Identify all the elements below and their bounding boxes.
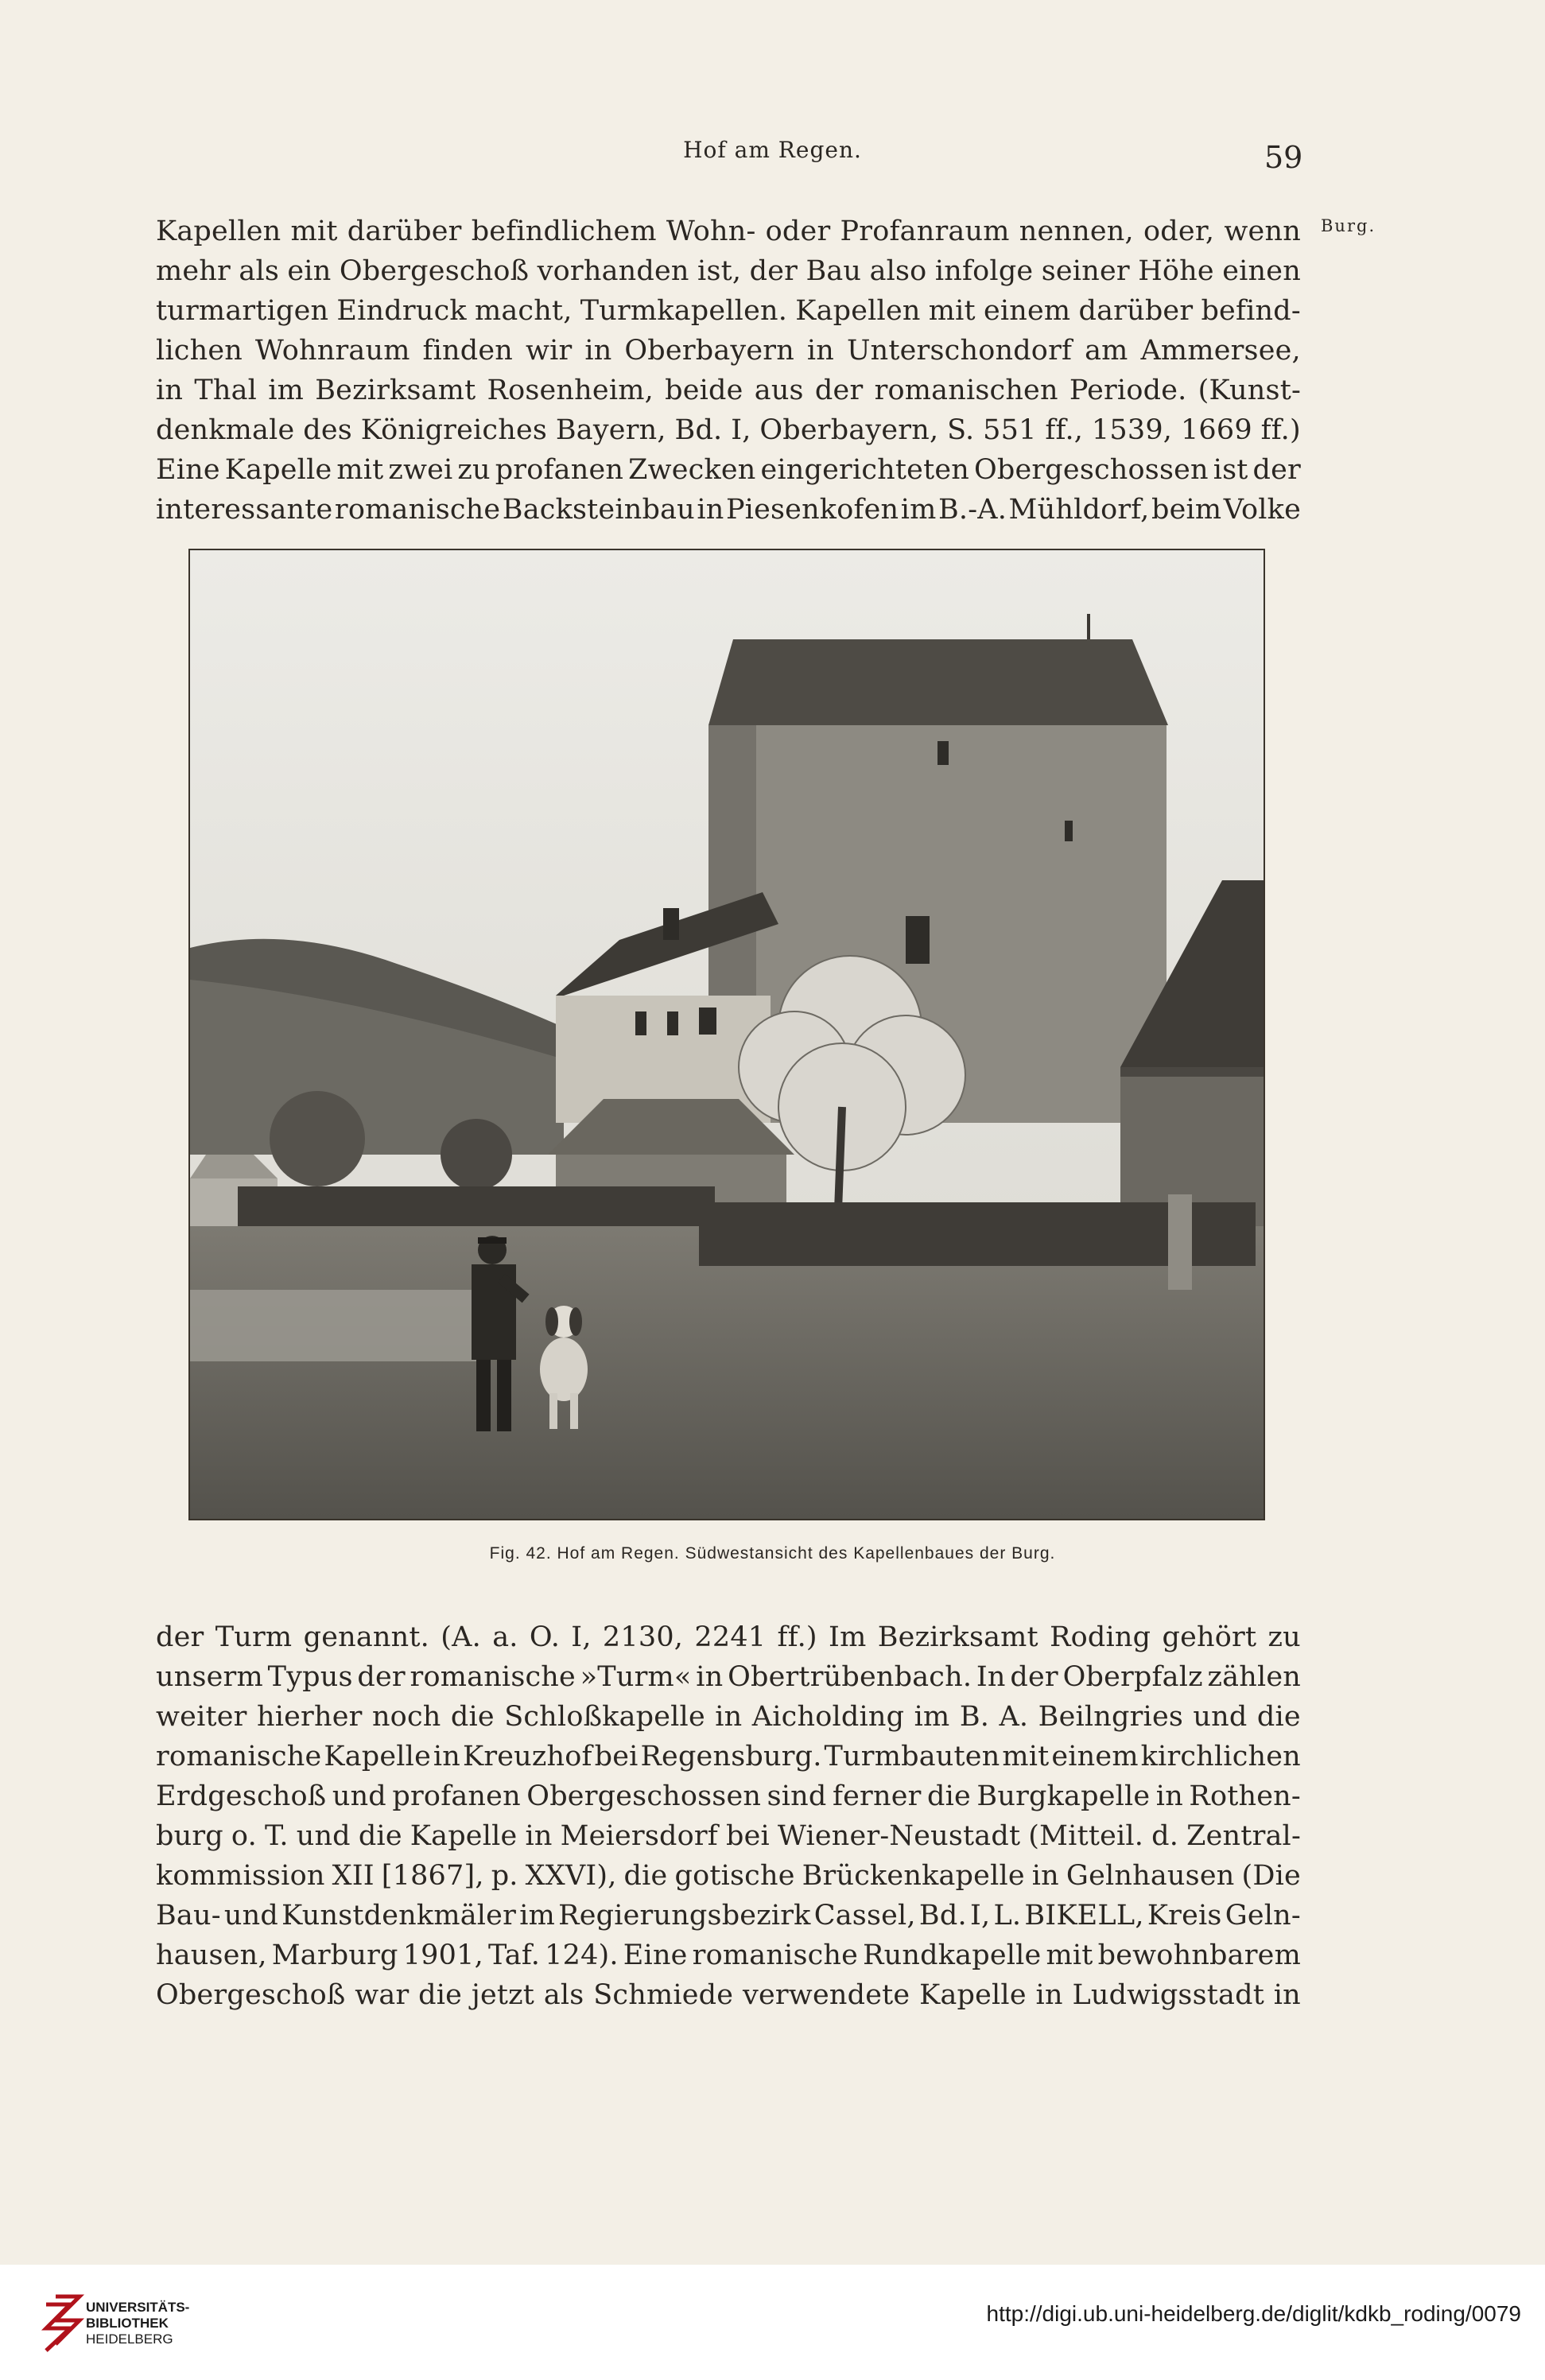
text-line: Eine Kapelle mit zwei zu profanen Zwecken eingerichteten Obergeschossen ist der bbox=[156, 454, 1301, 486]
library-logo-icon bbox=[40, 2289, 89, 2352]
figure-photograph bbox=[188, 549, 1265, 1520]
pond-shape bbox=[190, 1290, 476, 1361]
figure-caption: Fig. 42. Hof am Regen. Südwestansicht des Kapellenbaues der Burg. bbox=[489, 1544, 1056, 1563]
text-line: turmartigen Eindruck macht, Turmkapellen. Kapellen mit einem darüber befind- bbox=[156, 295, 1301, 327]
text-line: interessante romanische Backsteinbau in Piesenkofen im B.-A. Mühldorf, beim Volke bbox=[156, 494, 1301, 526]
text-line: mehr als ein Obergeschoß vorhanden ist, der Bau also infolge seiner Höhe einen bbox=[156, 255, 1301, 287]
text-line: burg o. T. und die Kapelle in Meiersdorf bei Wiener-Neustadt (Mitteil. d. Zentral- bbox=[156, 1820, 1301, 1852]
page-number: 59 bbox=[1264, 140, 1303, 175]
running-title: Hof am Regen. bbox=[683, 137, 862, 163]
library-name-line-3: HEIDELBERG bbox=[86, 2331, 173, 2347]
margin-note: Burg. bbox=[1321, 216, 1376, 235]
text-line: Kapellen mit darüber befindlichem Wohn- oder Profanraum nennen, oder, wenn bbox=[156, 215, 1301, 247]
library-name-line-2: BIBLIOTHEK bbox=[86, 2316, 169, 2331]
source-url-link[interactable]: http://digi.ub.uni-heidelberg.de/diglit/kdkb_roding/0079 bbox=[986, 2301, 1521, 2326]
text-line: der Turm genannt. (A. a. O. I, 2130, 2241 ff.) Im Bezirksamt Roding gehört zu bbox=[156, 1621, 1301, 1653]
library-name bbox=[86, 2300, 189, 2347]
footer-bar bbox=[0, 2265, 1545, 2380]
body-text-bottom bbox=[156, 1617, 1301, 2015]
text-line: Obergeschoß war die jetzt als Schmiede verwendete Kapelle in Ludwigsstadt in bbox=[156, 1979, 1301, 2011]
text-line: in Thal im Bezirksamt Rosenheim, beide aus der romanischen Periode. (Kunst- bbox=[156, 375, 1301, 406]
text-line: Bau- und Kunstdenkmäler im Regierungsbezirk Cassel, Bd. I, L. BIKELL, Kreis Geln- bbox=[156, 1900, 1301, 1932]
text-line: hausen, Marburg 1901, Taf. 124). Eine romanische Rundkapelle mit bewohnbarem bbox=[156, 1939, 1301, 1971]
text-line: romanische Kapelle in Kreuzhof bei Regensburg. Turmbauten mit einem kirchlichen bbox=[156, 1741, 1301, 1772]
body-text-top bbox=[156, 212, 1301, 530]
text-line: kommission XII [1867], p. XXVI), die gotische Brückenkapelle in Gelnhausen (Die bbox=[156, 1860, 1301, 1892]
text-line: weiter hierher noch die Schloßkapelle in Aicholding im B. A. Beilngries und die bbox=[156, 1701, 1301, 1733]
text-line: lichen Wohnraum finden wir in Oberbayern in Unterschondorf am Ammersee, bbox=[156, 335, 1301, 367]
library-name-line-1: UNIVERSITÄTS- bbox=[86, 2300, 190, 2315]
text-line: unserm Typus der romanische »Turm« in Obertrübenbach. In der Oberpfalz zählen bbox=[156, 1661, 1301, 1693]
text-line: Erdgeschoß und profanen Obergeschossen sind ferner die Burgkapelle in Rothen- bbox=[156, 1780, 1301, 1812]
photo-illustration bbox=[190, 550, 1264, 1519]
text-line: denkmale des Königreiches Bayern, Bd. I, Oberbayern, S. 551 ff., 1539, 1669 ff.) bbox=[156, 414, 1301, 446]
